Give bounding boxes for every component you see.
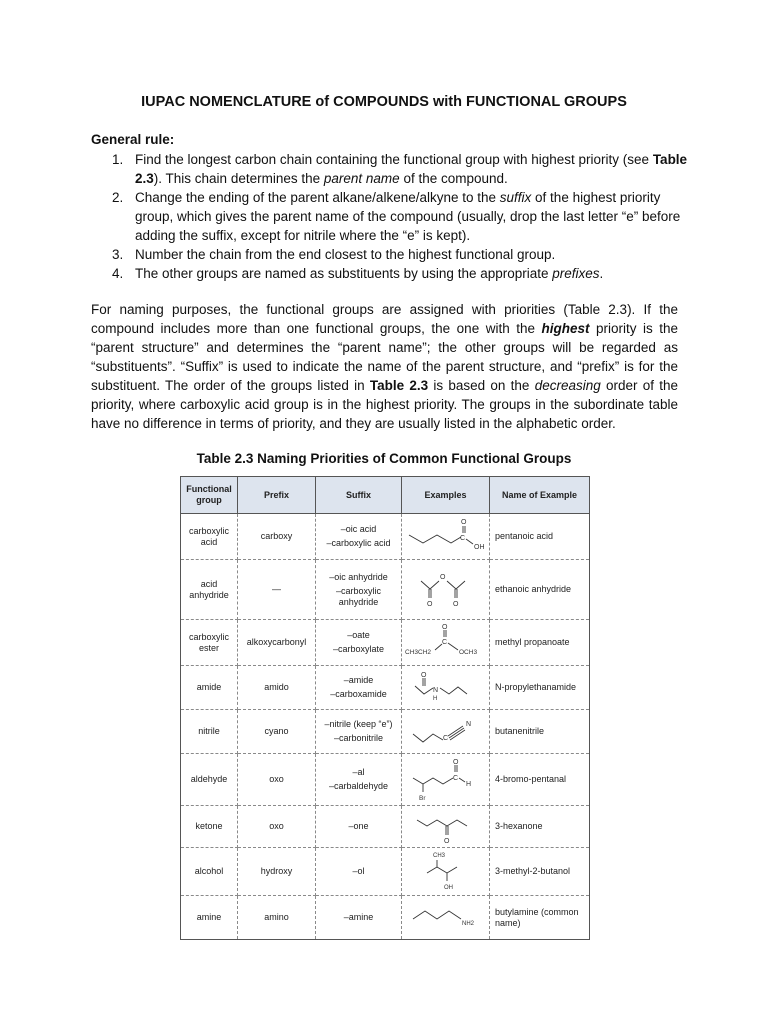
structure-3-methyl-2-butanol (402, 848, 490, 896)
svg-text:O: O (452, 600, 458, 608)
priority-paragraph: For naming purposes, the functional groups are assigned with priorities (Table 2.3). If the compound includes more than one functional groups, the one with the highest priority is the “parent structure” and determines the “parent name”; the other groups will be regarded as “substituents”. “Suffix” is used to indicate the name of the parent structure, and “prefix” is for the substituent. The order of the groups listed in Table 2.3 is based on the decreasing order of the priority, where carboxylic acid group is in the highest priority. The groups in the subordinate table have no difference in terms of priority, and they are usually listed in the alphabetic order. (91, 302, 679, 431)
example-name-cell: butylamine (common name) (490, 896, 590, 940)
rule-item: 1. Find the longest carbon chain containing the functional group with highest priority (see Table 2.3). This chain determines the parent name of the compound. (112, 152, 688, 186)
group-cell: acid anhydride (181, 560, 238, 620)
table-row (181, 620, 590, 666)
prefix-cell: oxo (238, 806, 316, 848)
table-row (181, 710, 590, 754)
pentanoic-acid-structure (403, 517, 489, 557)
header-prefix: Prefix (238, 477, 316, 514)
header-name-of-example: Name of Example (490, 477, 590, 514)
svg-text:NH2: NH2 (461, 920, 474, 927)
example-name-cell: methyl propanoate (490, 620, 590, 666)
rule-item: 4. The other groups are named as substituents by using the appropriate prefixes. (112, 266, 604, 281)
svg-text:OCH3: OCH3 (458, 648, 477, 656)
example-name-cell: butanenitrile (490, 710, 590, 754)
svg-text:C: C (452, 774, 458, 782)
rule-item: 3. Number the chain from the end closest to the highest functional group. (112, 247, 556, 262)
header-examples: Examples (402, 477, 490, 514)
suffix-cell: –oic acid –carboxylic acid (316, 514, 402, 560)
table-row (181, 754, 590, 806)
svg-text:O: O (443, 837, 449, 845)
table-row (181, 848, 590, 896)
example-name-cell: N-propylethanamide (490, 666, 590, 710)
structure-butanenitrile (402, 710, 490, 754)
svg-text:CH3CH2: CH3CH2 (404, 648, 431, 656)
svg-text:O: O (439, 573, 445, 581)
svg-text:C: C (441, 638, 447, 646)
table-row (181, 514, 590, 560)
prefix-cell: alkoxycarbonyl (238, 620, 316, 666)
svg-text:H: H (465, 780, 471, 788)
svg-text:N: N (465, 720, 471, 728)
butylamine-structure (403, 899, 489, 937)
table-row (181, 666, 590, 710)
example-name-cell: pentanoic acid (490, 514, 590, 560)
group-cell: alcohol (181, 848, 238, 896)
svg-text:OH: OH (473, 543, 484, 551)
ethanoic-anhydride-structure (403, 565, 489, 615)
svg-text:O: O (420, 671, 426, 679)
svg-text:O: O (441, 623, 447, 631)
suffix-cell: –amide –carboxamide (316, 666, 402, 710)
structure-3-hexanone (402, 806, 490, 848)
table-row (181, 806, 590, 848)
prefix-cell: oxo (238, 754, 316, 806)
general-rule-list (91, 150, 691, 283)
group-cell: ketone (181, 806, 238, 848)
group-cell: aldehyde (181, 754, 238, 806)
rule-item: 2. Change the ending of the parent alkane/alkene/alkyne to the suffix of the highest priority group, which gives the parent name of the compound (usually, drop the last letter “e” before adding the suffix, except for nitrile where the “e” is kept). (112, 190, 681, 243)
page-title: IUPAC NOMENCLATURE of COMPOUNDS with FUNCTIONAL GROUPS (141, 94, 627, 110)
butanenitrile-structure (403, 712, 489, 752)
example-name-cell: ethanoic anhydride (490, 560, 590, 620)
svg-text:Br: Br (418, 794, 425, 802)
structure-butylamine (402, 896, 490, 940)
table-row (181, 896, 590, 940)
suffix-cell: –nitrile (keep “e”) –carbonitrile (316, 710, 402, 754)
structure-n-propylethanamide (402, 666, 490, 710)
prefix-cell: amino (238, 896, 316, 940)
prefix-cell: carboxy (238, 514, 316, 560)
svg-text:O: O (460, 518, 466, 526)
suffix-cell: –amine (316, 896, 402, 940)
structure-pentanoic-acid (402, 514, 490, 560)
functional-groups-table (180, 476, 590, 940)
group-cell: carboxylic ester (181, 620, 238, 666)
table-header-row (181, 477, 590, 514)
suffix-cell: –al –carbaldehyde (316, 754, 402, 806)
svg-text:C: C (442, 734, 448, 742)
prefix-cell: cyano (238, 710, 316, 754)
suffix-cell: –oic anhydride –carboxylic anhydride (316, 560, 402, 620)
example-name-cell: 3-methyl-2-butanol (490, 848, 590, 896)
3-hexanone-structure (403, 808, 489, 846)
general-rule-heading: General rule: (91, 132, 175, 147)
suffix-cell: –one (316, 806, 402, 848)
table-row (181, 560, 590, 620)
prefix-cell: amido (238, 666, 316, 710)
header-suffix: Suffix (316, 477, 402, 514)
structure-ethanoic-anhydride (402, 560, 490, 620)
svg-text:OH: OH (443, 884, 453, 891)
3-methyl-2-butanol-structure (403, 849, 489, 895)
structure-methyl-propanoate (402, 620, 490, 666)
prefix-cell: — (238, 560, 316, 620)
svg-text:C: C (459, 534, 465, 542)
structure-4-bromo-pentanal (402, 754, 490, 806)
methyl-propanoate-structure (403, 622, 489, 664)
group-cell: amine (181, 896, 238, 940)
table-caption: Table 2.3 Naming Priorities of Common Functional Groups (196, 451, 572, 466)
svg-text:CH3: CH3 (432, 852, 445, 859)
group-cell: amide (181, 666, 238, 710)
svg-text:N: N (432, 686, 438, 694)
n-propylethanamide-structure (403, 668, 489, 708)
suffix-cell: –ol (316, 848, 402, 896)
example-name-cell: 3-hexanone (490, 806, 590, 848)
svg-text:O: O (452, 758, 458, 766)
group-cell: carboxylic acid (181, 514, 238, 560)
svg-text:H: H (432, 695, 437, 702)
prefix-cell: hydroxy (238, 848, 316, 896)
svg-text:O: O (426, 600, 432, 608)
header-functional-group: Functional group (181, 477, 238, 514)
example-name-cell: 4-bromo-pentanal (490, 754, 590, 806)
group-cell: nitrile (181, 710, 238, 754)
suffix-cell: –oate –carboxylate (316, 620, 402, 666)
4-bromo-pentanal-structure (403, 756, 489, 804)
